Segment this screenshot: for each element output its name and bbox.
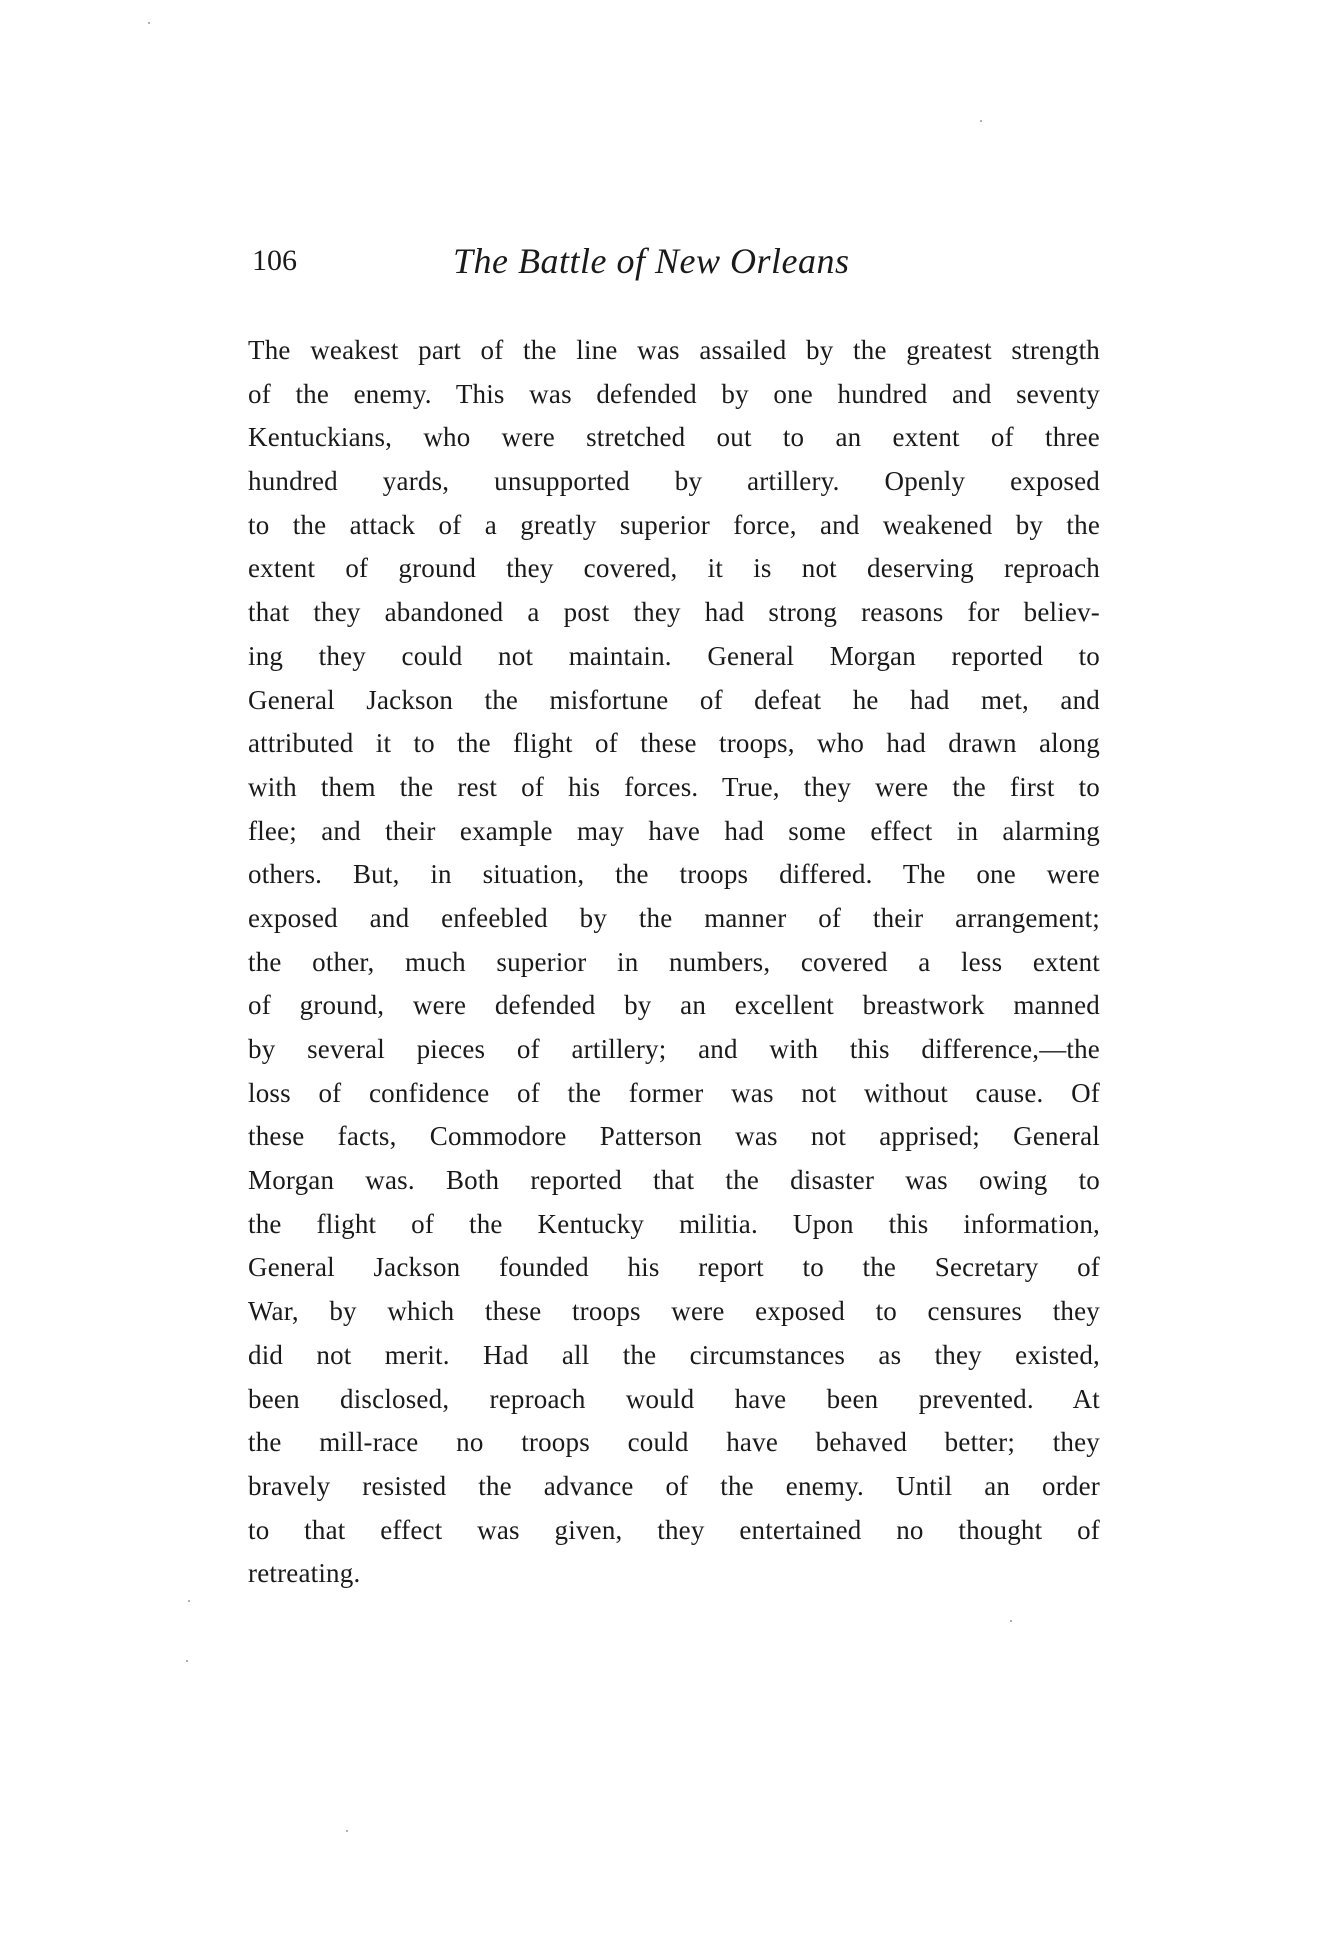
text-line: General Jackson founded his report to the Secretary of xyxy=(248,1252,1100,1283)
text-line: loss of confidence of the former was not without cause. Of xyxy=(248,1077,1100,1108)
scan-speck xyxy=(148,22,150,24)
text-line: extent of ground they covered, it is not deserving reproach xyxy=(248,553,1100,584)
text-line: exposed and enfeebled by the manner of their arrangement; xyxy=(248,902,1100,933)
text-line: that they abandoned a post they had strong reasons for believ- xyxy=(248,597,1100,628)
page-number: 106 xyxy=(252,244,297,277)
text-line: these facts, Commodore Patterson was not apprised; General xyxy=(248,1121,1100,1152)
text-line: retreating. xyxy=(248,1558,361,1589)
scan-speck xyxy=(346,1830,348,1832)
text-line: Morgan was. Both reported that the disaster was owing to xyxy=(248,1165,1100,1196)
text-line: hundred yards, unsupported by artillery. Openly exposed xyxy=(248,466,1100,497)
scan-speck xyxy=(980,120,982,122)
body-text xyxy=(248,329,1100,1596)
text-line: to the attack of a greatly superior force, and weakened by the xyxy=(248,509,1100,540)
text-line: flee; and their example may have had some effect in alarming xyxy=(248,815,1100,846)
text-line: with them the rest of his forces. True, they were the first to xyxy=(248,771,1100,802)
text-line: Kentuckians, who were stretched out to an extent of three xyxy=(248,422,1100,453)
scan-speck xyxy=(1010,1620,1012,1622)
text-line: bravely resisted the advance of the enemy. Until an order xyxy=(248,1470,1100,1501)
text-line: the other, much superior in numbers, covered a less extent xyxy=(248,946,1100,977)
text-line: of the enemy. This was defended by one hundred and seventy xyxy=(248,378,1100,409)
text-line: been disclosed, reproach would have been prevented. At xyxy=(248,1383,1100,1414)
text-line: to that effect was given, they entertained no thought of xyxy=(248,1514,1100,1545)
text-line: of ground, were defended by an excellent breastwork manned xyxy=(248,990,1100,1021)
page-header xyxy=(248,236,1108,286)
text-line: General Jackson the misfortune of defeat he had met, and xyxy=(248,684,1100,715)
text-line: War, by which these troops were exposed to censures they xyxy=(248,1296,1100,1327)
text-line: the flight of the Kentucky militia. Upon this information, xyxy=(248,1208,1100,1239)
scan-speck xyxy=(188,1600,190,1602)
text-line: attributed it to the flight of these troops, who had drawn along xyxy=(248,728,1100,759)
text-line: The weakest part of the line was assailed by the greatest strength xyxy=(248,335,1100,365)
text-line: by several pieces of artillery; and with this difference,—the xyxy=(248,1034,1100,1064)
scan-speck xyxy=(186,1660,188,1662)
text-line: did not merit. Had all the circumstances as they existed, xyxy=(248,1339,1100,1370)
running-title: The Battle of New Orleans xyxy=(453,241,850,281)
text-line: others. But, in situation, the troops differed. The one were xyxy=(248,859,1100,890)
text-line: ing they could not maintain. General Morgan reported to xyxy=(248,640,1100,671)
text-line: the mill-race no troops could have behaved better; they xyxy=(248,1427,1100,1458)
